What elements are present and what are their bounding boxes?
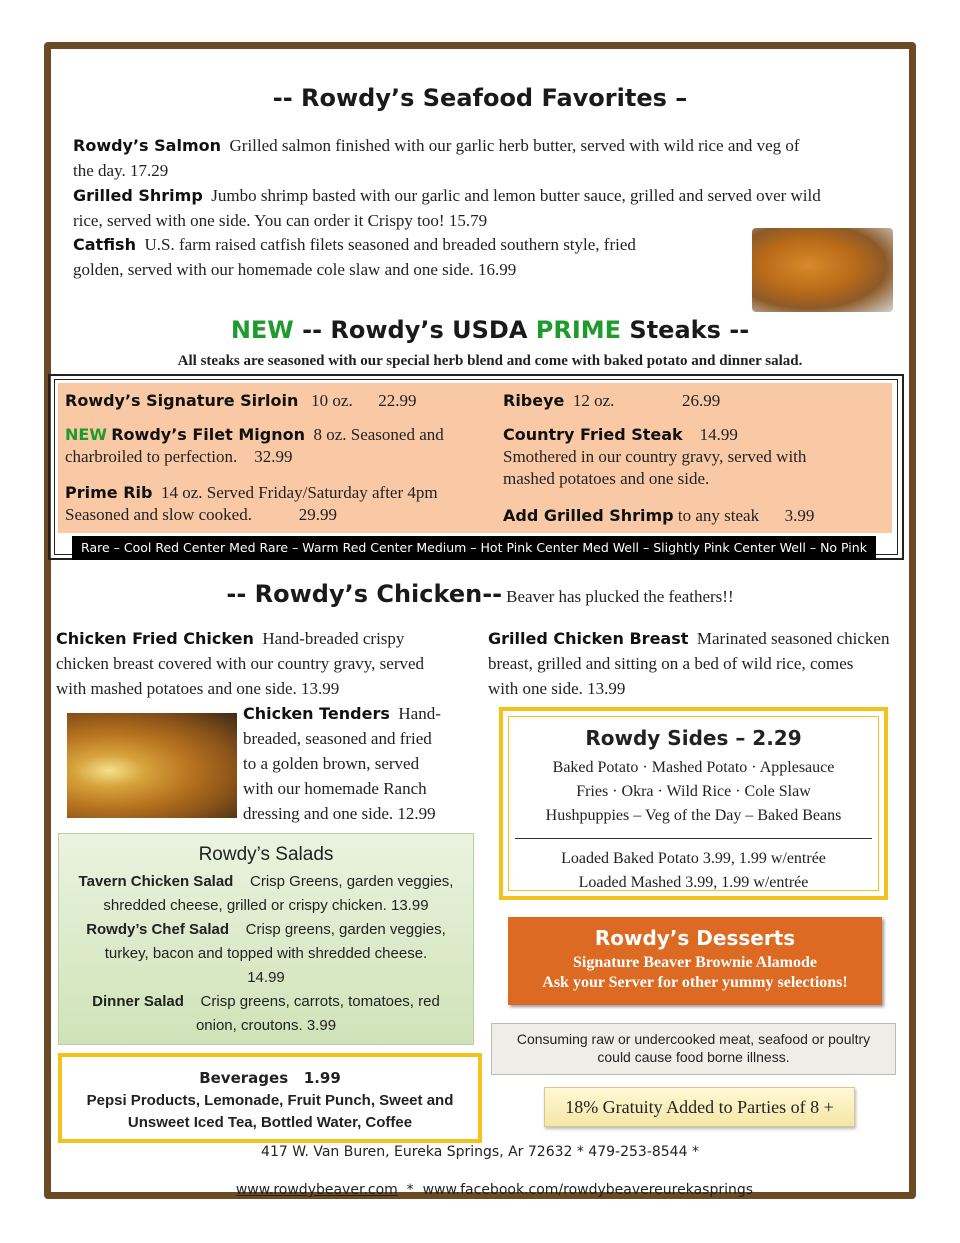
item-desc: Jumbo shrimp basted with our garlic and lemon butter sauce, grilled and served over wild xyxy=(211,186,821,205)
sides-loaded-2: Loaded Mashed 3.99, 1.99 w/entrée xyxy=(578,874,809,891)
steak-ribeye xyxy=(503,388,883,413)
item-name: Rowdy’s Signature Sirloin xyxy=(65,391,299,410)
item-name: Prime Rib xyxy=(65,483,153,502)
item-name: Catfish xyxy=(73,235,136,254)
item-desc: 14 oz. Served Friday/Saturday after 4pm xyxy=(160,483,438,502)
sides-inner-border xyxy=(508,716,879,891)
salad-desc-2: onion, croutons. 3.99 xyxy=(195,1017,337,1034)
food-safety-warning xyxy=(491,1023,896,1075)
seafood-title: -- Rowdy’s Seafood Favorites – xyxy=(272,84,688,112)
item-desc-3: with mashed potatoes and one side. 13.99 xyxy=(56,679,340,698)
item-name: Grilled Chicken Breast xyxy=(488,629,689,648)
chicken-tenders xyxy=(243,701,478,826)
facebook-link[interactable]: www.facebook.com/rowdybeavereurekasprings xyxy=(422,1182,754,1198)
item-name: Ribeye xyxy=(503,391,565,410)
desserts-title: Rowdy’s Desserts xyxy=(594,926,796,950)
seafood-item-shrimp xyxy=(73,183,903,233)
salad-desc: Crisp greens, garden veggies, xyxy=(245,921,446,938)
sides-list-1: Baked Potato · Mashed Potato · Applesauce xyxy=(552,759,835,776)
salad-price: 14.99 xyxy=(247,969,285,986)
beverages-panel xyxy=(58,1053,482,1143)
item-desc: Marinated seasoned chicken xyxy=(696,629,890,648)
gratuity-notice: 18% Gratuity Added to Parties of 8 + xyxy=(544,1087,855,1127)
warning-line-2: could cause food borne illness. xyxy=(597,1049,790,1065)
item-desc-2: chicken breast covered with our country gravy, served xyxy=(56,654,425,673)
item-desc: U.S. farm raised catfish filets seasoned and breaded southern style, fried xyxy=(144,235,636,254)
item-price: 14.99 xyxy=(699,425,738,444)
sides-list-3: Hushpuppies – Veg of the Day – Baked Beans xyxy=(545,807,842,824)
chicken-title: -- Rowdy’s Chicken-- xyxy=(226,580,503,608)
item-name: Grilled Shrimp xyxy=(73,186,203,205)
item-desc-2: breaded, seasoned and fried xyxy=(243,729,432,748)
steak-filet xyxy=(65,424,495,468)
salad-desc: Crisp Greens, garden veggies, xyxy=(250,873,454,890)
footer-separator: * xyxy=(397,1182,423,1198)
steak-sirloin xyxy=(65,388,495,413)
item-desc: to any steak xyxy=(677,506,760,525)
seafood-item-catfish xyxy=(73,232,753,282)
steak-prime-rib xyxy=(65,482,495,526)
item-desc: Hand- xyxy=(398,704,441,723)
beverages-title: Beverages 1.99 xyxy=(199,1069,341,1087)
item-desc-2: breast, grilled and sitting on a bed of wild rice, comes xyxy=(488,654,854,673)
item-name: Country Fried Steak xyxy=(503,425,683,444)
item-price: 3.99 xyxy=(784,506,815,525)
sides-list-2: Fries · Okra · Wild Rice · Cole Slaw xyxy=(576,783,811,800)
salad-desc: Crisp greens, carrots, tomatoes, red xyxy=(200,993,440,1010)
item-desc-4: with our homemade Ranch xyxy=(243,779,427,798)
item-desc: Grilled salmon finished with our garlic herb butter, served with wild rice and veg of xyxy=(229,136,800,155)
beverages-desc: Pepsi Products, Lemonade, Fruit Punch, Sweet and xyxy=(86,1092,454,1109)
item-desc-2: golden, served with our homemade cole slaw and one side. 16.99 xyxy=(73,260,517,279)
item-name: Rowdy’s Filet Mignon xyxy=(111,425,305,444)
item-desc-3: with one side. 13.99 xyxy=(488,679,626,698)
salads-title: Rowdy’s Salads xyxy=(198,844,334,865)
steaks-title xyxy=(0,316,960,344)
steaks-subtitle: All steaks are seasoned with our special herb blend and come with baked potato and dinner salad. xyxy=(177,353,803,369)
chicken-tagline: Beaver has plucked the feathers!! xyxy=(506,587,734,606)
item-desc-3: to a golden brown, served xyxy=(243,754,420,773)
steaks-title-text: -- Rowdy’s USDA xyxy=(293,316,536,344)
salads-panel xyxy=(58,833,474,1045)
item-desc-2: Seasoned and slow cooked. xyxy=(65,505,252,524)
item-desc: 12 oz. xyxy=(572,391,615,410)
item-desc: Smothered in our country gravy, served with xyxy=(503,447,807,466)
chicken-fried-chicken xyxy=(56,626,476,701)
sides-loaded-1: Loaded Baked Potato 3.99, 1.99 w/entrée xyxy=(561,850,826,867)
salad-desc-2: shredded cheese, grilled or crispy chicken. 13.99 xyxy=(103,897,429,914)
steaks-title-end: Steaks -- xyxy=(621,316,750,344)
item-desc-2: mashed potatoes and one side. xyxy=(503,469,710,488)
item-name: Add Grilled Shrimp xyxy=(503,506,674,525)
salad-name-dinner: Dinner Salad xyxy=(92,993,184,1010)
item-price: 26.99 xyxy=(682,391,721,410)
beverages-desc-2: Unsweet Iced Tea, Bottled Water, Coffee xyxy=(127,1114,413,1131)
chicken-grilled-breast xyxy=(488,626,908,701)
desserts-panel xyxy=(508,917,882,1005)
item-price: 22.99 xyxy=(378,391,417,410)
item-desc-5: dressing and one side. 12.99 xyxy=(243,804,436,823)
warning-line-1: Consuming raw or undercooked meat, seafood or poultry xyxy=(516,1031,871,1047)
footer-links xyxy=(0,1166,960,1198)
item-price: 29.99 xyxy=(298,505,337,524)
salad-desc-2: turkey, bacon and topped with shredded cheese. xyxy=(104,945,428,962)
item-name: Rowdy’s Salmon xyxy=(73,136,222,155)
new-badge: NEW xyxy=(65,425,107,444)
desserts-line-1: Signature Beaver Brownie Alamode xyxy=(573,954,817,971)
website-link[interactable]: www.rowdybeaver.com xyxy=(235,1182,398,1198)
item-price: 32.99 xyxy=(254,447,293,466)
item-desc-2: rice, served with one side. You can order it Crispy too! 15.79 xyxy=(73,211,488,230)
desserts-line-2: Ask your Server for other yummy selections! xyxy=(542,974,848,991)
salad-name-chef: Rowdy’s Chef Salad xyxy=(86,921,229,938)
steak-add-shrimp xyxy=(503,503,883,528)
footer-address: 417 W. Van Buren, Eureka Springs, Ar 72632 * 479-253-8544 * xyxy=(261,1144,699,1160)
item-desc: 10 oz. xyxy=(311,391,353,410)
chicken-header xyxy=(0,580,960,608)
item-desc: 8 oz. Seasoned and xyxy=(313,425,444,444)
steak-country-fried xyxy=(503,424,883,490)
prime-label: PRIME xyxy=(535,316,622,344)
item-name: Chicken Fried Chicken xyxy=(56,629,254,648)
item-desc-2: the day. 17.29 xyxy=(73,161,169,180)
item-desc-2: charbroiled to perfection. xyxy=(65,447,238,466)
sides-panel xyxy=(499,707,888,900)
item-name: Chicken Tenders xyxy=(243,704,390,723)
catfish-photo xyxy=(752,228,893,312)
doneness-guide: Rare – Cool Red Center Med Rare – Warm Red Center Medium – Hot Pink Center Med Well – Slightly Pink Center Well – No Pink xyxy=(72,536,876,560)
salad-name-tavern: Tavern Chicken Salad xyxy=(78,873,234,890)
chicken-tenders-photo xyxy=(67,713,237,818)
sides-title: Rowdy Sides – 2.29 xyxy=(585,726,802,750)
new-badge: NEW xyxy=(230,316,294,344)
item-desc: Hand-breaded crispy xyxy=(262,629,405,648)
seafood-item-salmon xyxy=(73,133,893,183)
